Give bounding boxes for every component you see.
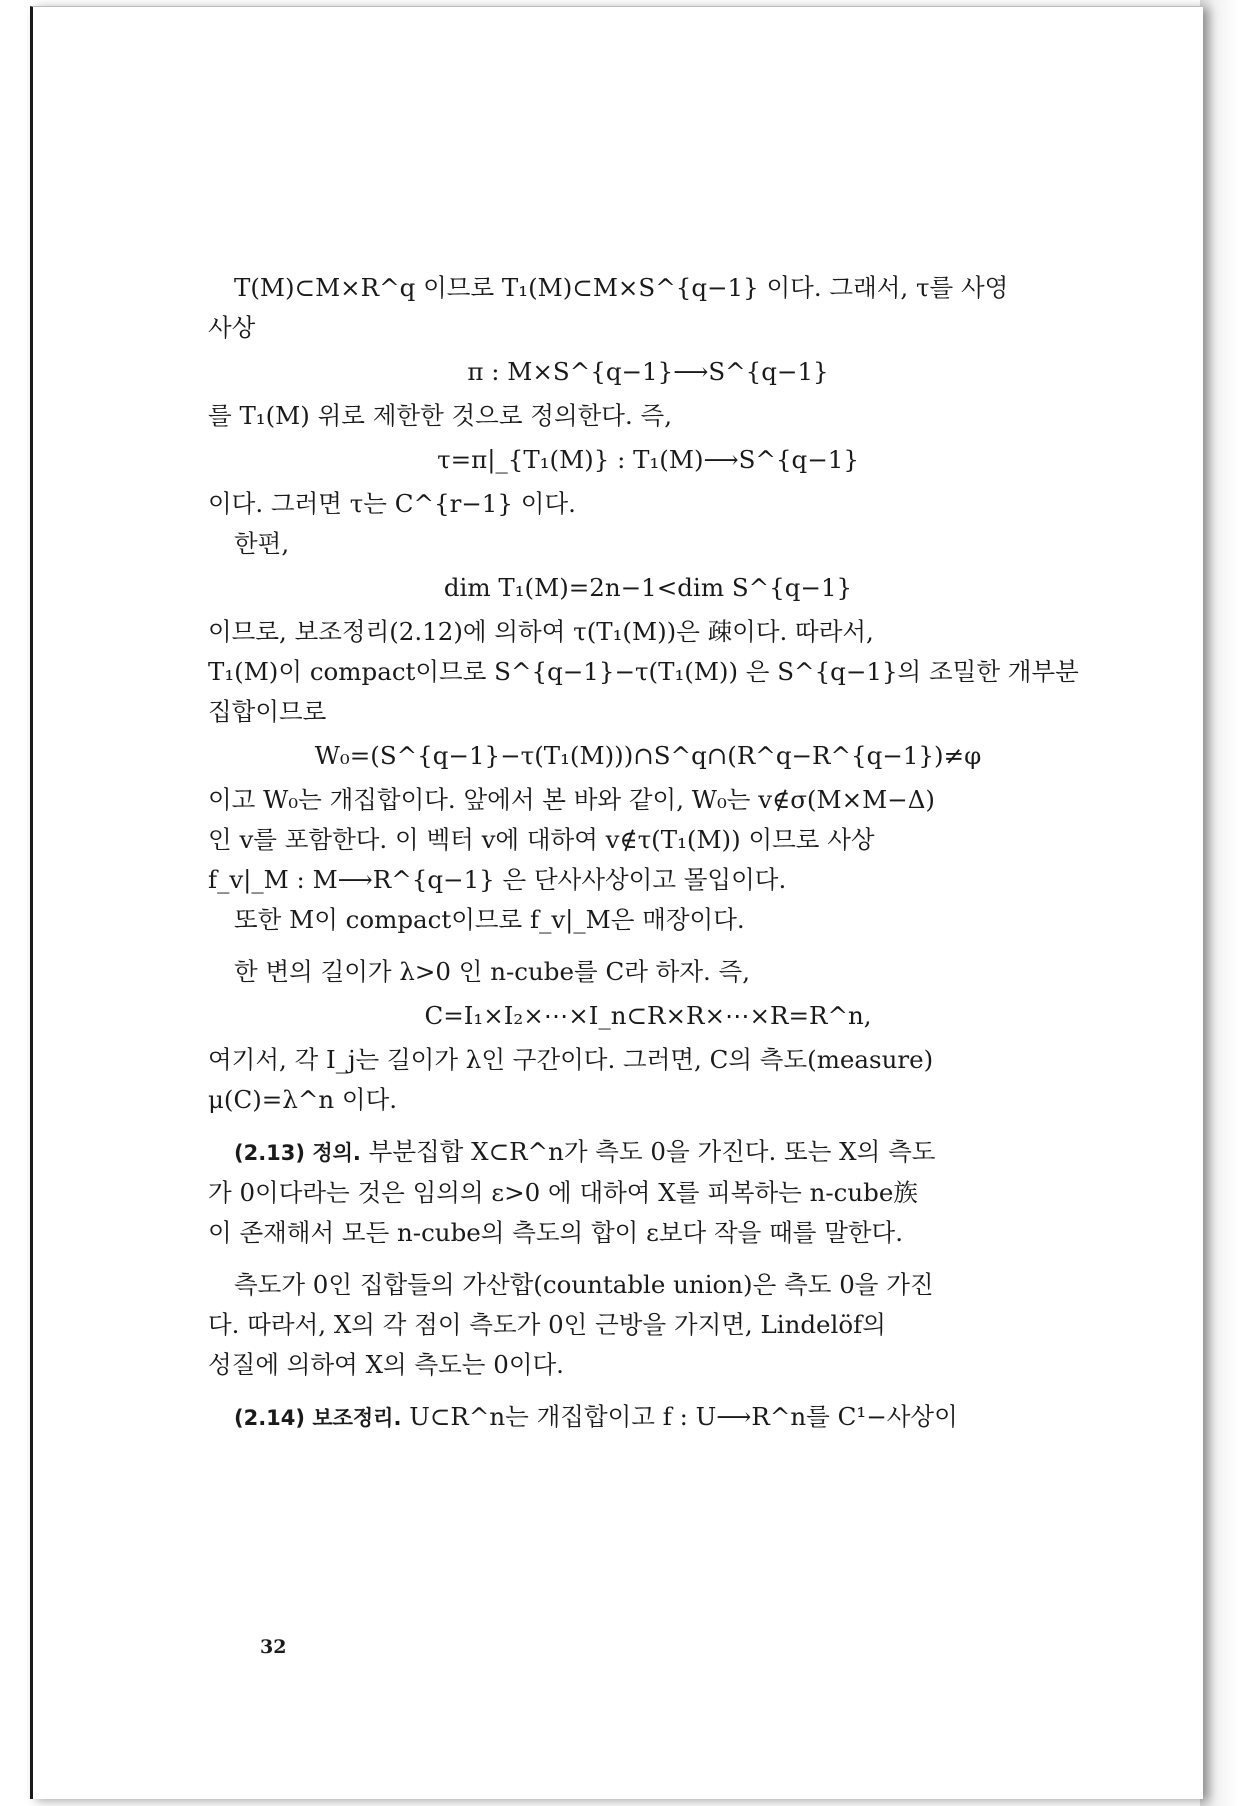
text-line: μ(C)=λ^n 이다. xyxy=(208,1085,398,1114)
page-content xyxy=(208,268,1088,1438)
text-line: 측도가 0인 집합들의 가산합(countable union)은 측도 0을 가진 xyxy=(234,1270,934,1299)
text-line: 가 0이다라는 것은 임의의 ε>0 에 대하여 X를 피복하는 n-cube族 xyxy=(208,1178,918,1207)
text-line: 한편, xyxy=(234,529,290,558)
text-line: 인 v를 포함한다. 이 벡터 v에 대하여 v∉τ(T₁(M)) 이므로 사상 xyxy=(208,825,875,854)
equation: dim T₁(M)=2n−1<dim S^{q−1} xyxy=(443,573,853,602)
spacer xyxy=(208,940,1088,952)
text-line: 이므로, 보조정리(2.12)에 의하여 τ(T₁(M))은 疎이다. 따라서, xyxy=(208,617,874,646)
lemma-line xyxy=(208,1397,1088,1438)
text-line: 한 변의 길이가 λ>0 인 n-cube를 C라 하자. 즉, xyxy=(234,957,751,986)
lemma-label: (2.14) 보조정리. xyxy=(234,1406,402,1430)
text-line: 이다. 그러면 τ는 C^{r−1} 이다. xyxy=(208,489,576,518)
text-line: 여기서, 각 I_j는 길이가 λ인 구간이다. 그러면, C의 측도(measure) xyxy=(208,1045,934,1074)
equation: C=I₁×I₂×⋯×I_n⊂R×R×⋯×R=R^n, xyxy=(424,1001,872,1030)
page-edge-shadow xyxy=(1200,0,1238,1806)
spacer xyxy=(208,1253,1088,1265)
text-line: 집합이므로 xyxy=(208,697,327,726)
page-number: 32 xyxy=(260,1636,287,1658)
spacer xyxy=(208,1120,1088,1132)
text-line: T(M)⊂M×R^q 이므로 T₁(M)⊂M×S^{q−1} 이다. 그래서, τ를 사영 xyxy=(234,273,1009,302)
text-line: T₁(M)이 compact이므로 S^{q−1}−τ(T₁(M)) 은 S^{q−1}의 조밀한 개부분 xyxy=(208,657,1079,686)
text-line: 사상 xyxy=(208,313,256,342)
text-line: 이 존재해서 모든 n-cube의 측도의 합이 ε보다 작을 때를 말한다. xyxy=(208,1218,903,1247)
text-line: 다. 따라서, X의 각 점이 측도가 0인 근방을 가지면, Lindelöf의 xyxy=(208,1310,886,1339)
equation: π : M×S^{q−1}⟶S^{q−1} xyxy=(467,357,829,386)
text-line: f_v|_M : M⟶R^{q−1} 은 단사사상이고 몰입이다. xyxy=(208,865,787,894)
text-line: 를 T₁(M) 위로 제한한 것으로 정의한다. 즉, xyxy=(208,401,673,430)
lemma-text: U⊂R^n는 개집합이고 f : U⟶R^n를 C¹−사상이 xyxy=(409,1402,958,1431)
definition-label: (2.13) 정의. xyxy=(234,1141,361,1165)
spacer xyxy=(208,1385,1088,1397)
definition-line xyxy=(208,1132,1088,1173)
equation: τ=π|_{T₁(M)} : T₁(M)⟶S^{q−1} xyxy=(437,445,859,474)
definition-text: 부분집합 X⊂R^n가 측도 0을 가진다. 또는 X의 측도 xyxy=(368,1137,936,1166)
equation: W₀=(S^{q−1}−τ(T₁(M)))∩S^q∩(R^q−R^{q−1})≠φ xyxy=(314,741,982,770)
text-line: 이고 W₀는 개집합이다. 앞에서 본 바와 같이, W₀는 v∉σ(M×M−Δ) xyxy=(208,785,935,814)
text-line: 또한 M이 compact이므로 f_v|_M은 매장이다. xyxy=(234,905,745,934)
text-line: 성질에 의하여 X의 측도는 0이다. xyxy=(208,1350,564,1379)
